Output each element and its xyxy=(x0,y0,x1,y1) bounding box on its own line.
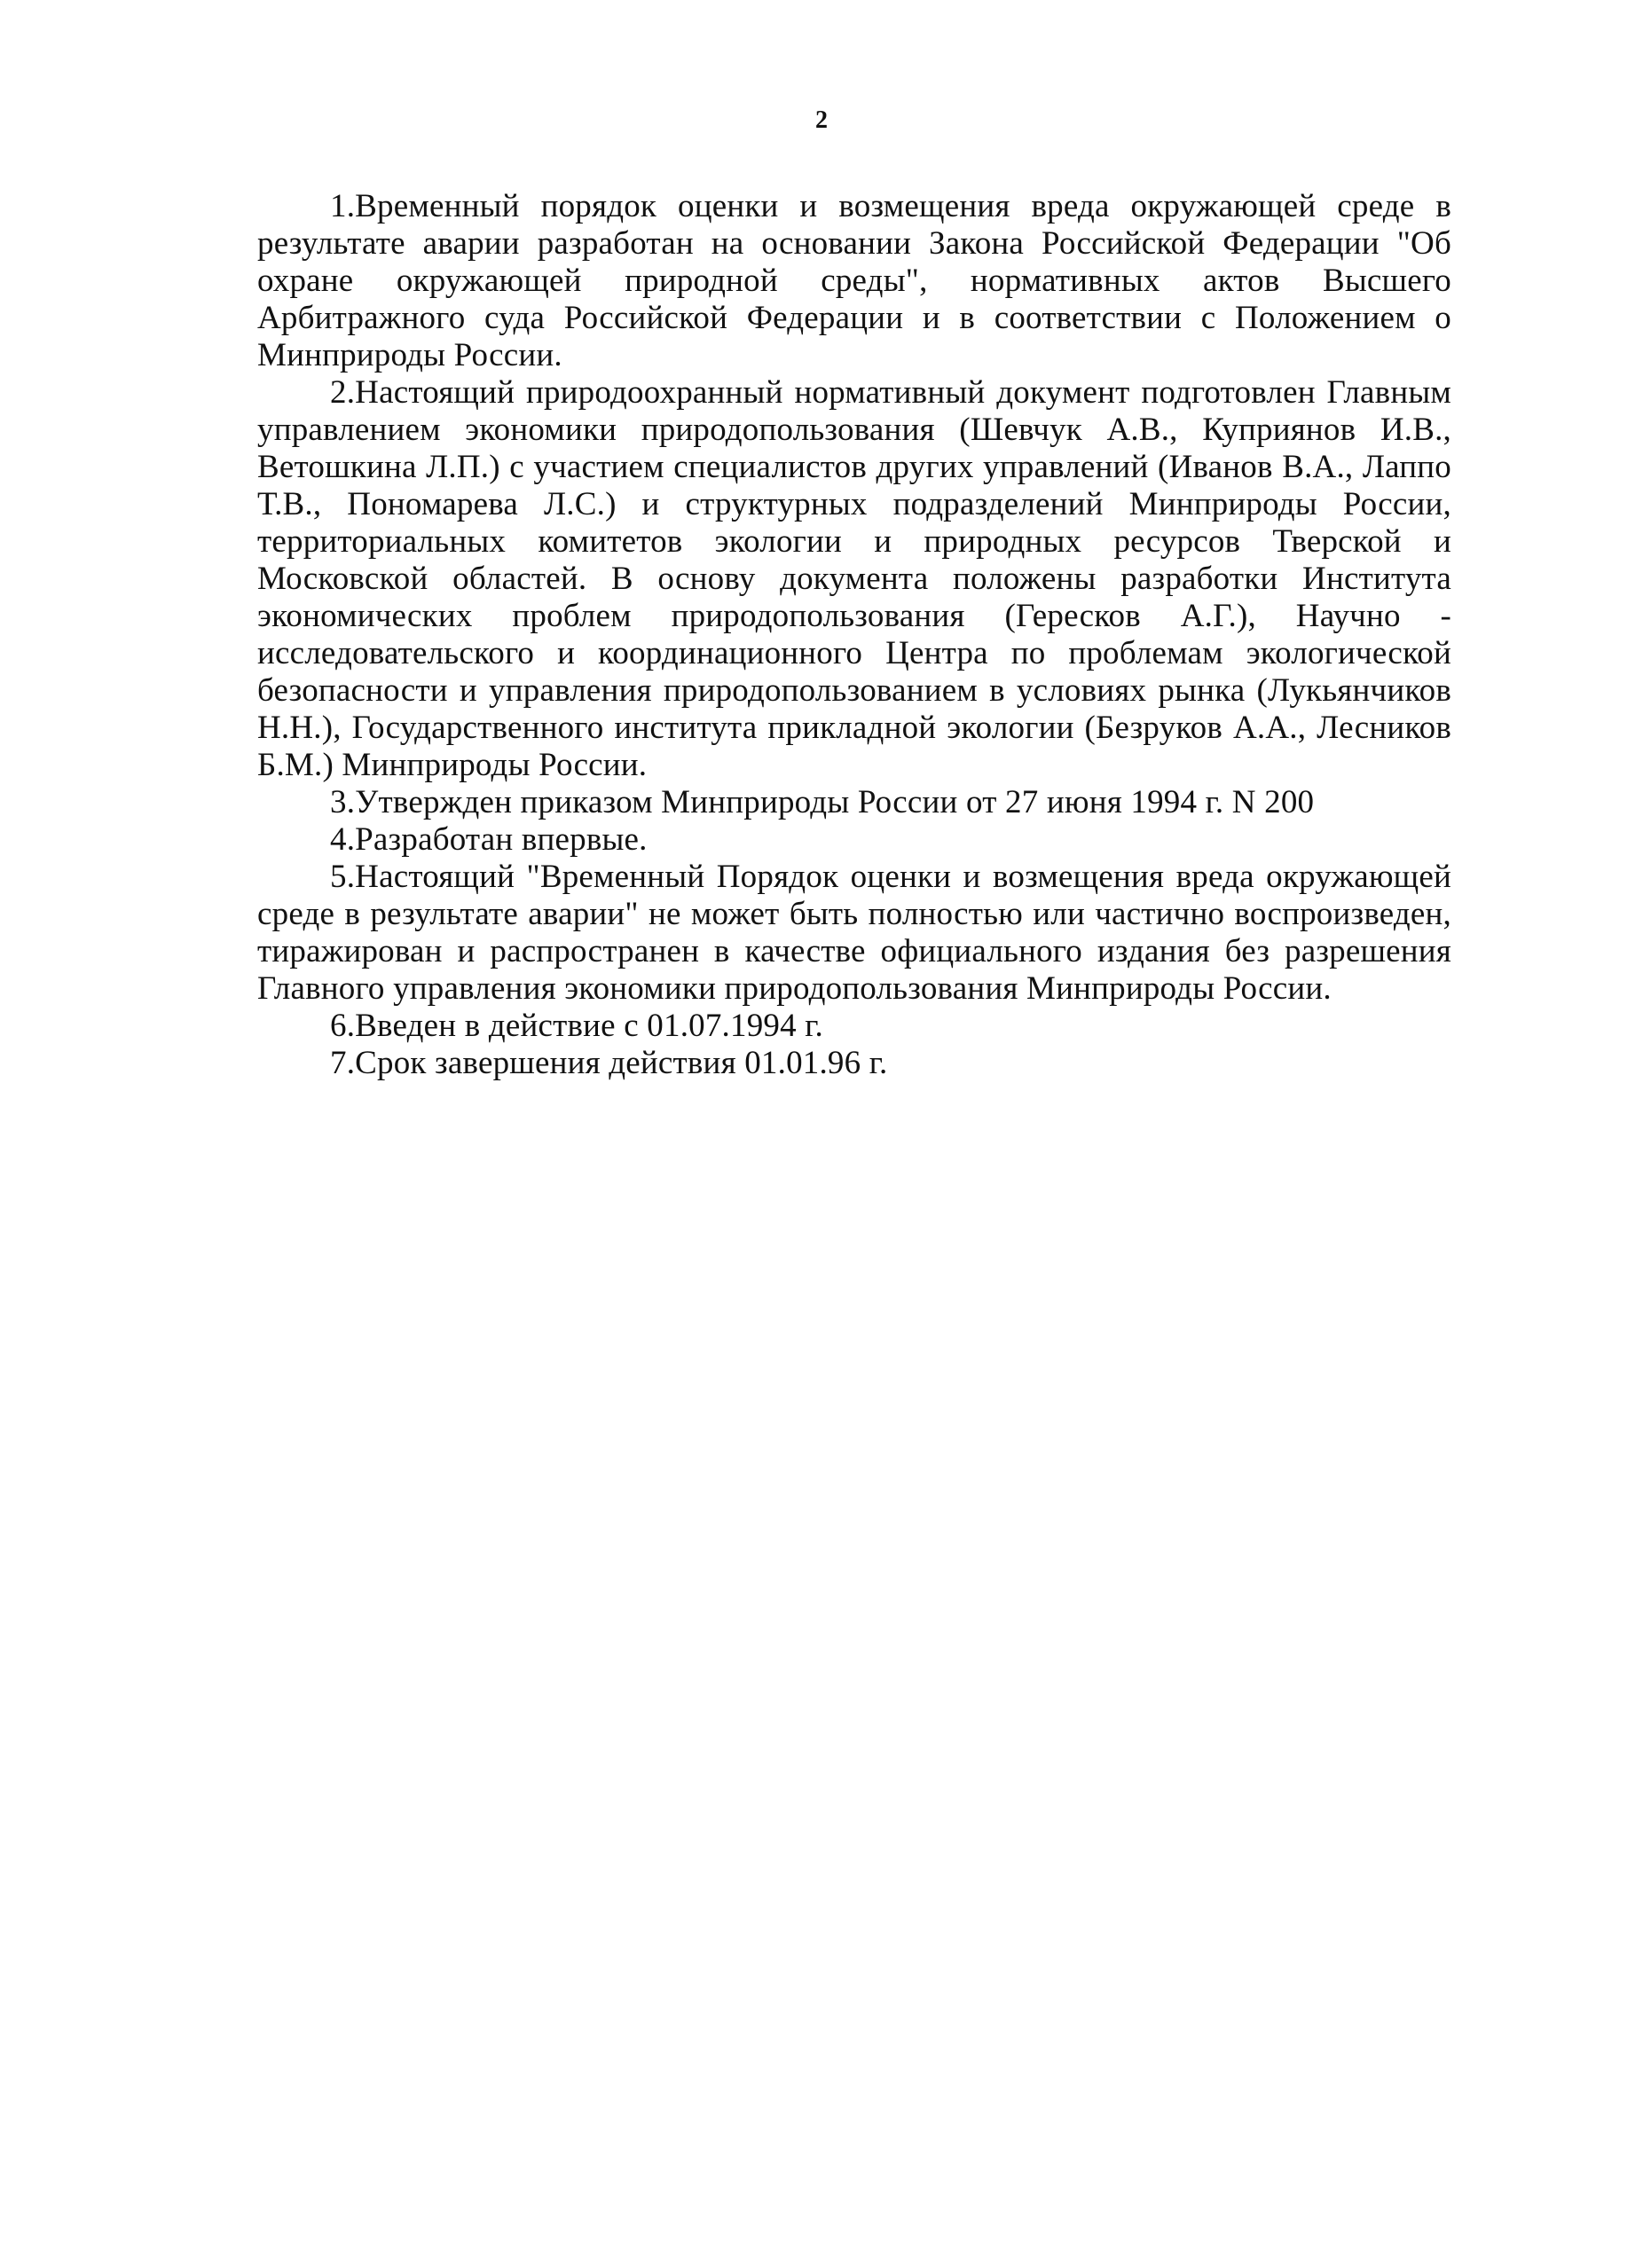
paragraph-7-expiry-date: 7.Срок завершения действия 01.01.96 г. xyxy=(330,1045,888,1081)
paragraph-2-developers: 2.Настоящий природоохранный нормативный документ подготовлен Главным управлением экономики природопользования (Шевчук А.В., Куприянов И.В., Ветошкина Л.П.) с участием специалистов других управлений (Иванов В.А., Лаппо Т.В., Пономарева Л.С.) и структурных подразделений Минприроды России, территориальных комитетов экологии и природных ресурсов Тверской и Московской областей. В основу документа положены разработки Института экономических проблем природопользования (Гересков А.Г.), Научно - исследовательского и координационного Центра по проблемам экологической безопасности и управления природопользованием в условиях рынка (Лукьянчиков Н.Н.), Государственного института прикладной экологии (Безруков А.А., Лесников Б.М.) Минприроды России. xyxy=(257,374,1451,783)
page-number: 2 xyxy=(815,106,828,134)
paragraph-5-reproduction-notice: 5.Настоящий "Временный Порядок оценки и возмещения вреда окружающей среде в результате аварии" не может быть полностью или частично воспроизведен, тиражирован и распространен в качестве официального издания без разрешения Главного управления экономики природопользования Минприроды России. xyxy=(257,859,1451,1007)
paragraph-3-approval: 3.Утвержден приказом Минприроды России от 27 июня 1994 г. N 200 xyxy=(330,784,1315,820)
paragraph-6-effective-date: 6.Введен в действие с 01.07.1994 г. xyxy=(330,1008,823,1044)
paragraph-4-first-edition: 4.Разработан впервые. xyxy=(330,821,648,858)
paragraph-1-basis: 1.Временный порядок оценки и возмещения вреда окружающей среде в результате аварии разработан на основании Закона Российской Федерации "Об охране окружающей природной среды", нормативных актов Высшего Арбитражного суда Российской Федерации и в соответствии с Положением о Минприроды России. xyxy=(257,188,1451,373)
document-body xyxy=(257,188,1451,1082)
